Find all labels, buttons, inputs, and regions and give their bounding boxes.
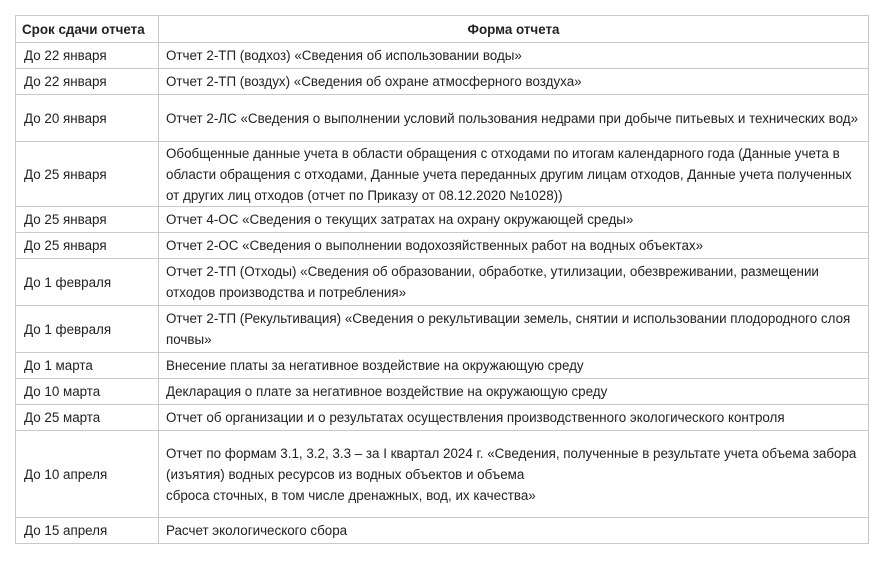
header-deadline: Срок сдачи отчета <box>16 16 159 43</box>
report-form-cell: Отчет 2-ЛС «Сведения о выполнении условий пользования недрами при добыче питьевых и технических вод» <box>159 95 869 142</box>
deadline-cell: До 22 января <box>16 69 159 95</box>
table-row <box>16 69 869 95</box>
report-deadlines-table-container <box>15 15 868 544</box>
deadline-cell: До 1 февраля <box>16 259 159 306</box>
table-row <box>16 306 869 353</box>
report-form-cell: Отчет об организации и о результатах осуществления производственного экологического контроля <box>159 405 869 431</box>
report-form-cell: Отчет 2-ТП (воздух) «Сведения об охране атмосферного воздуха» <box>159 69 869 95</box>
report-form-cell: Отчет 4-ОС «Сведения о текущих затратах на охрану окружающей среды» <box>159 207 869 233</box>
deadline-cell: До 1 марта <box>16 353 159 379</box>
deadline-cell: До 25 марта <box>16 405 159 431</box>
report-form-cell: Отчет 2-ТП (Отходы) «Сведения об образовании, обработке, утилизации, обезвреживании, размещении отходов производства и потребления» <box>159 259 869 306</box>
table-row <box>16 233 869 259</box>
deadline-cell: До 15 апреля <box>16 518 159 544</box>
table-row <box>16 95 869 142</box>
report-form-cell: Отчет 2-ОС «Сведения о выполнении водохозяйственных работ на водных объектах» <box>159 233 869 259</box>
deadline-cell: До 25 января <box>16 233 159 259</box>
deadline-cell: До 22 января <box>16 43 159 69</box>
report-form-cell: Декларация о плате за негативное воздействие на окружающую среду <box>159 379 869 405</box>
table-row <box>16 431 869 518</box>
table-row <box>16 207 869 233</box>
table-row <box>16 43 869 69</box>
report-form-cell: Обобщенные данные учета в области обращения с отходами по итогам календарного года (Данные учета в области обращения с отходами, Данные учета переданных другим лицам отходов, Данные учета полученных от других лиц отходов (отчет по Приказу от 08.12.2020 №1028)) <box>159 142 869 207</box>
table-header-row <box>16 16 869 43</box>
deadline-cell: До 10 марта <box>16 379 159 405</box>
deadline-cell: До 1 февраля <box>16 306 159 353</box>
report-form-cell: Отчет по формам 3.1, 3.2, 3.3 – за I квартал 2024 г. «Сведения, полученные в результате учета объема забора (изъятия) водных ресурсов из водных объектов и объема сброса сточных, в том числе дренажных, вод, их качества» <box>159 431 869 518</box>
table-row <box>16 405 869 431</box>
deadline-cell: До 25 января <box>16 207 159 233</box>
table-row <box>16 518 869 544</box>
report-form-cell: Расчет экологического сбора <box>159 518 869 544</box>
deadline-cell: До 25 января <box>16 142 159 207</box>
report-form-cell: Отчет 2-ТП (водхоз) «Сведения об использовании воды» <box>159 43 869 69</box>
table-row <box>16 379 869 405</box>
deadline-cell: До 20 января <box>16 95 159 142</box>
report-form-cell: Внесение платы за негативное воздействие на окружающую среду <box>159 353 869 379</box>
header-report-form: Форма отчета <box>159 16 869 43</box>
report-form-cell: Отчет 2-ТП (Рекультивация) «Сведения о рекультивации земель, снятии и использовании плодородного слоя почвы» <box>159 306 869 353</box>
table-row <box>16 353 869 379</box>
table-row <box>16 142 869 207</box>
table-row <box>16 259 869 306</box>
report-deadlines-table <box>15 15 869 544</box>
deadline-cell: До 10 апреля <box>16 431 159 518</box>
